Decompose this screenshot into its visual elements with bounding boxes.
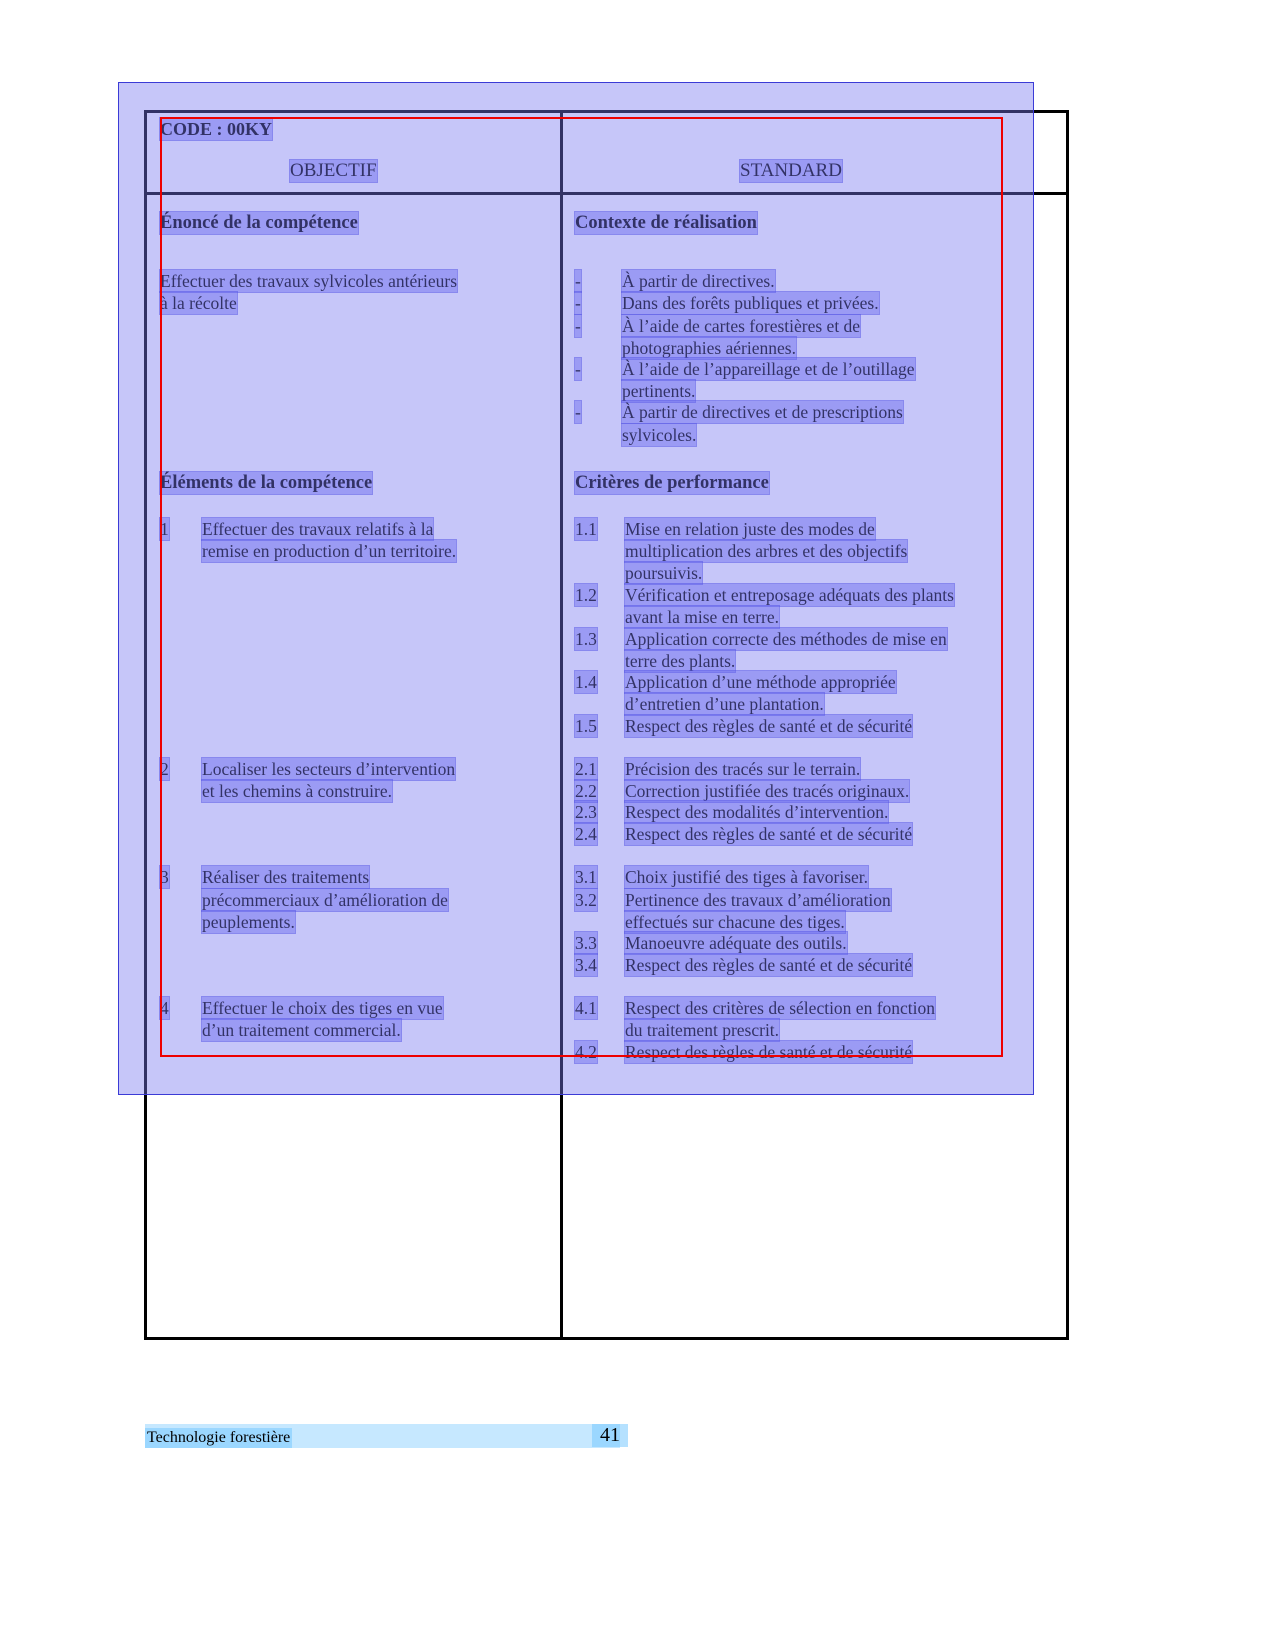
criterion-number-2-2: 2.2 bbox=[575, 781, 597, 801]
right-section-title-criteres: Critères de performance bbox=[575, 473, 769, 493]
context-item-4-line-2: pertinents. bbox=[622, 381, 696, 401]
criterion-number-2-4: 2.4 bbox=[575, 824, 597, 844]
criterion-number-1-1: 1.1 bbox=[575, 519, 597, 539]
criterion-number-3-2: 3.2 bbox=[575, 890, 597, 910]
element-3-line-3: peuplements. bbox=[202, 912, 295, 932]
context-item-5-line-2: sylvicoles. bbox=[622, 425, 697, 445]
criterion-1-2-line-1: Vérification et entreposage adéquats des plants bbox=[625, 585, 954, 605]
criterion-1-3-line-2: terre des plants. bbox=[625, 651, 736, 671]
criterion-1-1-line-3: poursuivis. bbox=[625, 563, 703, 583]
right-section-title-contexte: Contexte de réalisation bbox=[575, 213, 757, 233]
criterion-number-4-1: 4.1 bbox=[575, 998, 597, 1018]
context-bullet-4: - bbox=[575, 359, 581, 379]
context-item-5-line-1: À partir de directives et de prescriptions bbox=[622, 402, 903, 422]
footer-left-text: Technologie forestière bbox=[147, 1429, 291, 1446]
context-item-3-line-2: photographies aériennes. bbox=[622, 338, 796, 358]
element-4-line-1: Effectuer le choix des tiges en vue bbox=[202, 998, 443, 1018]
context-bullet-5: - bbox=[575, 402, 581, 422]
criterion-3-2-line-1: Pertinence des travaux d’amélioration bbox=[625, 890, 891, 910]
criterion-1-1-line-2: multiplication des arbres et des objectifs bbox=[625, 541, 908, 561]
criterion-1-3-line-1: Application correcte des méthodes de mise en bbox=[625, 629, 947, 649]
criterion-number-3-3: 3.3 bbox=[575, 933, 597, 953]
context-bullet-3: - bbox=[575, 316, 581, 336]
element-3-line-1: Réaliser des traitements bbox=[202, 867, 370, 887]
element-3-line-2: précommerciaux d’amélioration de bbox=[202, 890, 448, 910]
criterion-3-3-line-1: Manoeuvre adéquate des outils. bbox=[625, 933, 847, 953]
criterion-3-4-line-1: Respect des règles de santé et de sécurité bbox=[625, 955, 913, 975]
footer-page-number: 41 bbox=[592, 1424, 628, 1447]
criterion-number-1-3: 1.3 bbox=[575, 629, 597, 649]
context-bullet-1: - bbox=[575, 271, 581, 291]
criterion-number-3-4: 3.4 bbox=[575, 955, 597, 975]
element-number-4: 4 bbox=[160, 998, 169, 1018]
element-number-3: 3 bbox=[160, 867, 169, 887]
element-2-line-1: Localiser les secteurs d’intervention bbox=[202, 759, 456, 779]
criterion-number-2-1: 2.1 bbox=[575, 759, 597, 779]
element-4-line-2: d’un traitement commercial. bbox=[202, 1020, 401, 1040]
criterion-3-2-line-2: effectués sur chacune des tiges. bbox=[625, 912, 845, 932]
criterion-number-2-3: 2.3 bbox=[575, 802, 597, 822]
criterion-number-1-4: 1.4 bbox=[575, 672, 597, 692]
context-item-1-line-1: À partir de directives. bbox=[622, 271, 775, 291]
criterion-2-2-line-1: Correction justifiée des tracés originaux. bbox=[625, 781, 910, 801]
criterion-1-4-line-1: Application d’une méthode appropriée bbox=[625, 672, 896, 692]
criterion-4-1-line-1: Respect des critères de sélection en fonction bbox=[625, 998, 936, 1018]
criterion-4-1-line-2: du traitement prescrit. bbox=[625, 1020, 780, 1040]
element-1-line-1: Effectuer des travaux relatifs à la bbox=[202, 519, 434, 539]
criterion-number-1-2: 1.2 bbox=[575, 585, 597, 605]
criterion-3-1-line-1: Choix justifié des tiges à favoriser. bbox=[625, 867, 869, 887]
criterion-number-1-5: 1.5 bbox=[575, 716, 597, 736]
criterion-number-4-2: 4.2 bbox=[575, 1042, 597, 1062]
code-line: CODE : 00KY bbox=[160, 119, 272, 139]
element-2-line-2: et les chemins à construire. bbox=[202, 781, 393, 801]
criterion-1-5-line-1: Respect des règles de santé et de sécurité bbox=[625, 716, 913, 736]
left-section-title-enonce: Énoncé de la compétence bbox=[160, 213, 358, 233]
criterion-1-4-line-2: d’entretien d’une plantation. bbox=[625, 694, 824, 714]
context-item-3-line-1: À l’aide de cartes forestières et de bbox=[622, 316, 861, 336]
column-header-objectif: OBJECTIF bbox=[290, 160, 377, 181]
context-item-2-line-1: Dans des forêts publiques et privées. bbox=[622, 293, 879, 313]
criterion-1-2-line-2: avant la mise en terre. bbox=[625, 607, 780, 627]
criterion-number-3-1: 3.1 bbox=[575, 867, 597, 887]
element-number-1: 1 bbox=[160, 519, 169, 539]
element-number-2: 2 bbox=[160, 759, 169, 779]
column-header-standard: STANDARD bbox=[740, 160, 842, 181]
enonce-line-2: à la récolte bbox=[160, 293, 237, 313]
criterion-1-1-line-1: Mise en relation juste des modes de bbox=[625, 519, 875, 539]
enonce-line-1: Effectuer des travaux sylvicoles antérieurs bbox=[160, 271, 458, 291]
criterion-2-1-line-1: Précision des tracés sur le terrain. bbox=[625, 759, 861, 779]
element-1-line-2: remise en production d’un territoire. bbox=[202, 541, 457, 561]
criterion-4-2-line-1: Respect des règles de santé et de sécurité bbox=[625, 1042, 913, 1062]
criterion-2-3-line-1: Respect des modalités d’intervention. bbox=[625, 802, 889, 822]
criterion-2-4-line-1: Respect des règles de santé et de sécurité bbox=[625, 824, 913, 844]
left-section-title-elements: Éléments de la compétence bbox=[160, 473, 373, 493]
context-bullet-2: - bbox=[575, 293, 581, 313]
context-item-4-line-1: À l’aide de l’appareillage et de l’outillage bbox=[622, 359, 915, 379]
